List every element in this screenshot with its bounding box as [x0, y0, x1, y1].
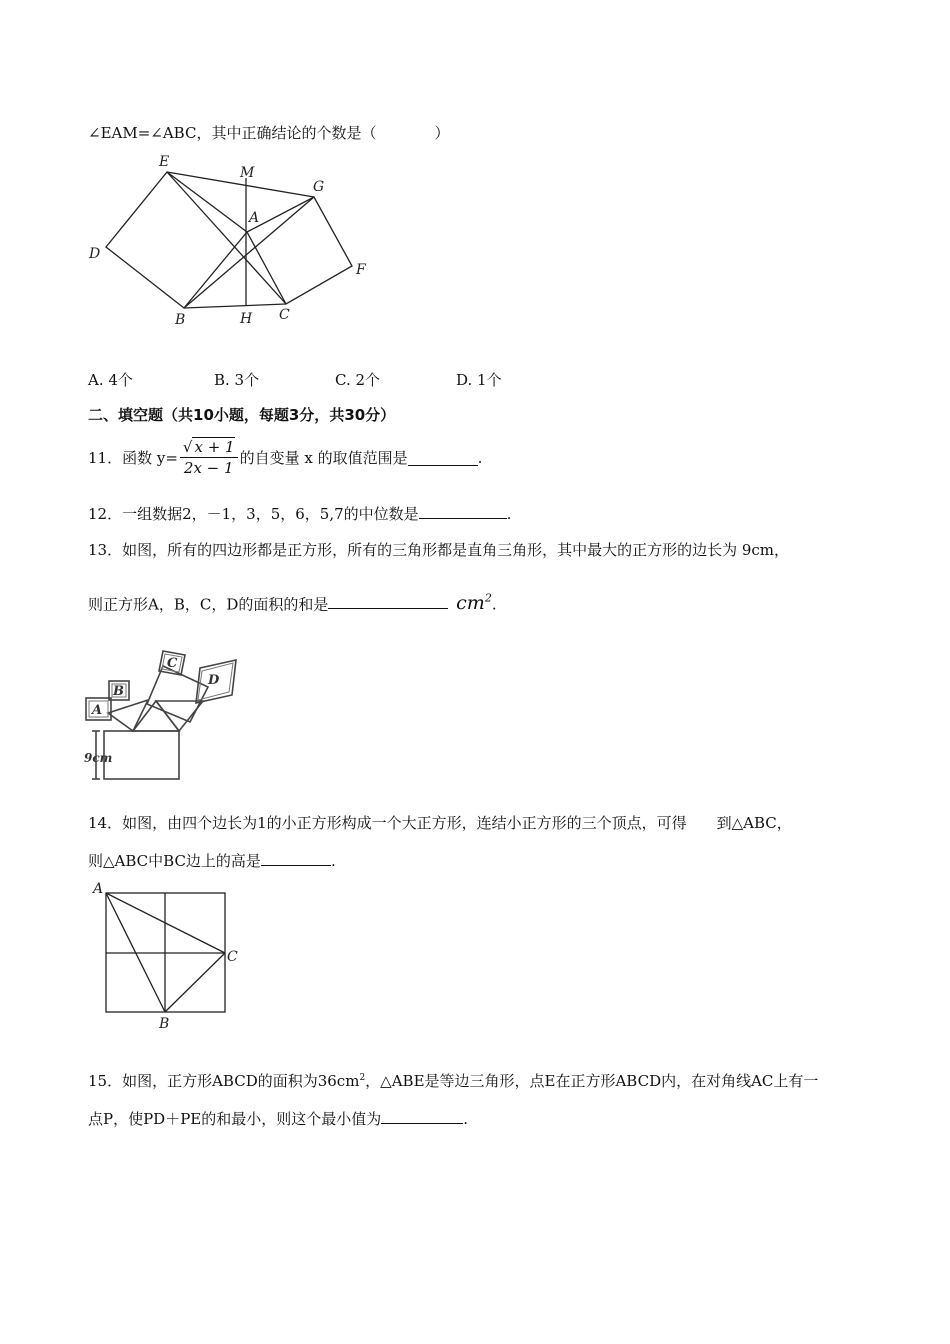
- label-side-9cm: 9cm: [84, 751, 113, 765]
- label-c14: C: [227, 949, 238, 965]
- label-d: D: [89, 246, 101, 262]
- label-a: A: [249, 210, 260, 226]
- q10-figure: [80, 145, 380, 345]
- answer-blank-15[interactable]: [381, 1107, 463, 1124]
- label-h: H: [240, 311, 253, 327]
- q10-tail: ∠EAM=∠ABC，其中正确结论的个数是（ ）: [88, 124, 450, 142]
- q14-figure: [85, 880, 245, 1035]
- option-c[interactable]: C. 2个: [335, 371, 381, 389]
- function-fraction: $\frac{√ x + 1}{2x - 1}$: [180, 438, 238, 477]
- label-sq-b: B: [113, 684, 124, 699]
- label-e: E: [159, 154, 170, 170]
- q15-line1: 15．如图，正方形ABCD的面积为$36cm^2$，△ABE是等边三角形，点E在正方形ABCD内，在对角线AC上有一: [88, 1072, 819, 1090]
- q14-line2: 则△ABC中BC边上的高是 .: [88, 849, 336, 871]
- q12: 12．一组数据2，－1，3，5，6，5,7的中位数是 .: [88, 502, 511, 524]
- q13-line2: 则正方形A，B，C，D的面积的和是 $cm^2$.: [88, 592, 497, 615]
- q13-line1: 13．如图，所有的四边形都是正方形，所有的三角形都是直角三角形，其中最大的正方形的边长为 9cm，: [88, 541, 790, 559]
- label-sq-d: D: [208, 673, 220, 688]
- answer-blank-11[interactable]: [408, 449, 478, 466]
- answer-blank-14[interactable]: [261, 849, 331, 866]
- label-a14: A: [93, 881, 104, 897]
- label-m: M: [240, 165, 255, 181]
- label-b14: B: [159, 1016, 170, 1032]
- label-b: B: [175, 312, 186, 328]
- label-sq-a: A: [92, 703, 103, 718]
- option-a[interactable]: A. 4个: [88, 371, 133, 389]
- answer-blank-13[interactable]: [328, 592, 448, 609]
- q15-line2: 点P，使PD＋PE的和最小，则这个最小值为 .: [88, 1107, 468, 1129]
- q13-figure: [82, 645, 242, 785]
- answer-blank-12[interactable]: [419, 502, 507, 519]
- unit-cm2: $cm^2$: [456, 592, 492, 615]
- q14-line1: 14．如图，由四个边长为1的小正方形构成一个大正方形，连结小正方形的三个顶点，可得 到△ABC，: [88, 814, 792, 832]
- option-d[interactable]: D. 1个: [456, 371, 502, 389]
- label-c: C: [279, 307, 290, 323]
- section-heading: 二、填空题（共10小题，每题3分，共30分）: [88, 406, 396, 424]
- option-b[interactable]: B. 3个: [214, 371, 260, 389]
- q11: 11．函数 y= $\frac{√ x + 1}{2x - 1}$ 的自变量 x 的取值范围是 .: [88, 438, 483, 477]
- label-g: G: [313, 179, 325, 195]
- label-sq-c: C: [167, 656, 178, 671]
- label-f: F: [356, 262, 366, 278]
